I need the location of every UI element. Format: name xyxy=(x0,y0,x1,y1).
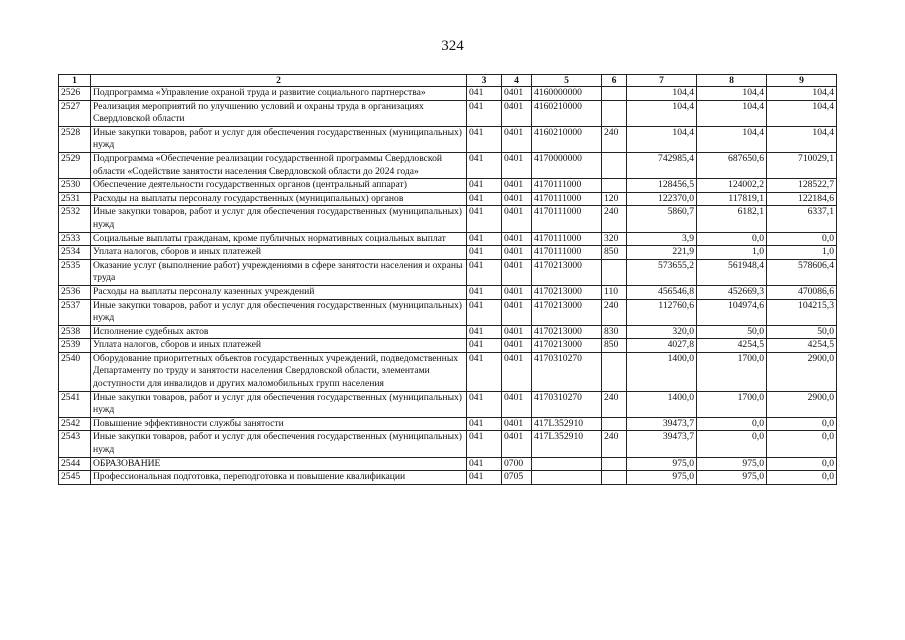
table-row xyxy=(59,299,837,325)
table-row xyxy=(59,192,837,206)
row-name: Иные закупки товаров, работ и услуг для обеспечения государственных (муниципальных) нужд xyxy=(91,431,467,457)
row-name: Расходы на выплаты персоналу государственных (муниципальных) органов xyxy=(91,192,467,206)
section-code: 0401 xyxy=(502,246,532,260)
amount-col-8: 452669,3 xyxy=(697,285,767,299)
column-header: 3 xyxy=(467,75,502,87)
amount-col-8: 117819,1 xyxy=(697,192,767,206)
target-article-code: 4170213000 xyxy=(532,325,602,339)
amount-col-8: 104,4 xyxy=(697,100,767,126)
expense-type-code xyxy=(602,417,627,431)
section-code: 0401 xyxy=(502,126,532,152)
amount-col-7: 975,0 xyxy=(627,457,697,471)
amount-col-8: 0,0 xyxy=(697,417,767,431)
amount-col-7: 320,0 xyxy=(627,325,697,339)
column-header: 9 xyxy=(767,75,837,87)
section-code: 0401 xyxy=(502,100,532,126)
section-code: 0401 xyxy=(502,179,532,193)
column-header: 1 xyxy=(59,75,91,87)
target-article-code: 4170213000 xyxy=(532,259,602,285)
table-row xyxy=(59,339,837,353)
amount-col-7: 112760,6 xyxy=(627,299,697,325)
amount-col-7: 39473,7 xyxy=(627,431,697,457)
target-article-code: 4160000000 xyxy=(532,87,602,101)
row-number: 2529 xyxy=(59,152,91,178)
amount-col-7: 104,4 xyxy=(627,100,697,126)
table-row xyxy=(59,152,837,178)
expense-type-code: 240 xyxy=(602,206,627,232)
amount-col-9: 122184,6 xyxy=(767,192,837,206)
row-number: 2539 xyxy=(59,339,91,353)
row-number: 2545 xyxy=(59,471,91,485)
amount-col-9: 6337,1 xyxy=(767,206,837,232)
target-article-code: 4170213000 xyxy=(532,339,602,353)
amount-col-8: 0,0 xyxy=(697,232,767,246)
amount-col-8: 975,0 xyxy=(697,457,767,471)
budget-table xyxy=(58,74,837,485)
ministry-code: 041 xyxy=(467,192,502,206)
amount-col-7: 4027,8 xyxy=(627,339,697,353)
row-name: Оборудование приоритетных объектов государственных учреждений, подведомственных Департаменту по труду и занятости населения Свердловской области, элементами доступности для инвалидов и других маломобильных групп населения xyxy=(91,352,467,391)
row-number: 2535 xyxy=(59,259,91,285)
amount-col-9: 0,0 xyxy=(767,457,837,471)
amount-col-9: 50,0 xyxy=(767,325,837,339)
target-article-code xyxy=(532,471,602,485)
ministry-code: 041 xyxy=(467,352,502,391)
row-number: 2530 xyxy=(59,179,91,193)
table-row xyxy=(59,325,837,339)
expense-type-code: 240 xyxy=(602,391,627,417)
ministry-code: 041 xyxy=(467,232,502,246)
row-name: Иные закупки товаров, работ и услуг для обеспечения государственных (муниципальных) нужд xyxy=(91,391,467,417)
expense-type-code: 110 xyxy=(602,285,627,299)
row-name: Уплата налогов, сборов и иных платежей xyxy=(91,339,467,353)
amount-col-7: 456546,8 xyxy=(627,285,697,299)
row-number: 2541 xyxy=(59,391,91,417)
column-header: 6 xyxy=(602,75,627,87)
table-row xyxy=(59,431,837,457)
table-row xyxy=(59,259,837,285)
amount-col-8: 0,0 xyxy=(697,431,767,457)
row-name: Иные закупки товаров, работ и услуг для обеспечения государственных (муниципальных) нужд xyxy=(91,206,467,232)
row-name: Профессиональная подготовка, переподготовка и повышение квалификации xyxy=(91,471,467,485)
table-row xyxy=(59,100,837,126)
amount-col-7: 975,0 xyxy=(627,471,697,485)
ministry-code: 041 xyxy=(467,206,502,232)
expense-type-code: 850 xyxy=(602,339,627,353)
amount-col-8: 4254,5 xyxy=(697,339,767,353)
row-name: Иные закупки товаров, работ и услуг для обеспечения государственных (муниципальных) нужд xyxy=(91,126,467,152)
row-name: Реализация мероприятий по улучшению условий и охраны труда в организациях Свердловской области xyxy=(91,100,467,126)
target-article-code: 4160210000 xyxy=(532,126,602,152)
table-row xyxy=(59,179,837,193)
amount-col-7: 742985,4 xyxy=(627,152,697,178)
amount-col-8: 124002,2 xyxy=(697,179,767,193)
column-header: 2 xyxy=(91,75,467,87)
expense-type-code xyxy=(602,457,627,471)
ministry-code: 041 xyxy=(467,87,502,101)
target-article-code: 4170111000 xyxy=(532,246,602,260)
amount-col-8: 687650,6 xyxy=(697,152,767,178)
section-code: 0401 xyxy=(502,192,532,206)
section-code: 0401 xyxy=(502,431,532,457)
row-number: 2532 xyxy=(59,206,91,232)
row-number: 2527 xyxy=(59,100,91,126)
row-name: ОБРАЗОВАНИЕ xyxy=(91,457,467,471)
amount-col-9: 128522,7 xyxy=(767,179,837,193)
target-article-code: 4170111000 xyxy=(532,232,602,246)
ministry-code: 041 xyxy=(467,100,502,126)
amount-col-7: 104,4 xyxy=(627,126,697,152)
ministry-code: 041 xyxy=(467,285,502,299)
table-row xyxy=(59,417,837,431)
expense-type-code: 120 xyxy=(602,192,627,206)
row-name: Оказание услуг (выполнение работ) учреждениями в сфере занятости населения и охраны труда xyxy=(91,259,467,285)
row-name: Социальные выплаты гражданам, кроме публичных нормативных социальных выплат xyxy=(91,232,467,246)
amount-col-8: 561948,4 xyxy=(697,259,767,285)
ministry-code: 041 xyxy=(467,417,502,431)
ministry-code: 041 xyxy=(467,126,502,152)
table-row xyxy=(59,471,837,485)
section-code: 0401 xyxy=(502,391,532,417)
section-code: 0401 xyxy=(502,352,532,391)
table-row xyxy=(59,232,837,246)
expense-type-code xyxy=(602,471,627,485)
amount-col-8: 104974,6 xyxy=(697,299,767,325)
section-code: 0401 xyxy=(502,87,532,101)
amount-col-9: 470086,6 xyxy=(767,285,837,299)
row-number: 2531 xyxy=(59,192,91,206)
amount-col-8: 6182,1 xyxy=(697,206,767,232)
ministry-code: 041 xyxy=(467,299,502,325)
table-row xyxy=(59,87,837,101)
section-code: 0401 xyxy=(502,339,532,353)
amount-col-9: 0,0 xyxy=(767,431,837,457)
row-name: Иные закупки товаров, работ и услуг для обеспечения государственных (муниципальных) нужд xyxy=(91,299,467,325)
expense-type-code: 850 xyxy=(602,246,627,260)
target-article-code: 417L352910 xyxy=(532,417,602,431)
column-header: 8 xyxy=(697,75,767,87)
row-name: Обеспечение деятельности государственных органов (центральный аппарат) xyxy=(91,179,467,193)
section-code: 0401 xyxy=(502,285,532,299)
ministry-code: 041 xyxy=(467,179,502,193)
row-number: 2543 xyxy=(59,431,91,457)
header-row xyxy=(59,75,837,87)
expense-type-code xyxy=(602,87,627,101)
ministry-code: 041 xyxy=(467,152,502,178)
row-number: 2542 xyxy=(59,417,91,431)
amount-col-7: 122370,0 xyxy=(627,192,697,206)
row-name: Расходы на выплаты персоналу казенных учреждений xyxy=(91,285,467,299)
amount-col-9: 4254,5 xyxy=(767,339,837,353)
table-row xyxy=(59,285,837,299)
section-code: 0401 xyxy=(502,152,532,178)
amount-col-7: 1400,0 xyxy=(627,352,697,391)
amount-col-9: 104,4 xyxy=(767,100,837,126)
amount-col-7: 104,4 xyxy=(627,87,697,101)
amount-col-8: 104,4 xyxy=(697,126,767,152)
amount-col-9: 578606,4 xyxy=(767,259,837,285)
amount-col-7: 3,9 xyxy=(627,232,697,246)
amount-col-9: 0,0 xyxy=(767,471,837,485)
target-article-code xyxy=(532,457,602,471)
amount-col-7: 573655,2 xyxy=(627,259,697,285)
row-number: 2534 xyxy=(59,246,91,260)
expense-type-code xyxy=(602,352,627,391)
row-name: Подпрограмма «Обеспечение реализации государственной программы Свердловской области «Содействие занятости населения Свердловской области до 2024 года» xyxy=(91,152,467,178)
amount-col-7: 128456,5 xyxy=(627,179,697,193)
section-code: 0401 xyxy=(502,259,532,285)
amount-col-9: 104,4 xyxy=(767,126,837,152)
amount-col-9: 104,4 xyxy=(767,87,837,101)
ministry-code: 041 xyxy=(467,431,502,457)
target-article-code: 4170213000 xyxy=(532,285,602,299)
expense-type-code: 830 xyxy=(602,325,627,339)
row-number: 2538 xyxy=(59,325,91,339)
row-name: Исполнение судебных актов xyxy=(91,325,467,339)
target-article-code: 4170111000 xyxy=(532,179,602,193)
section-code: 0700 xyxy=(502,457,532,471)
amount-col-8: 1700,0 xyxy=(697,391,767,417)
ministry-code: 041 xyxy=(467,259,502,285)
table-row xyxy=(59,206,837,232)
target-article-code: 4160210000 xyxy=(532,100,602,126)
amount-col-8: 50,0 xyxy=(697,325,767,339)
section-code: 0401 xyxy=(502,325,532,339)
expense-type-code: 240 xyxy=(602,431,627,457)
expense-type-code: 240 xyxy=(602,299,627,325)
amount-col-7: 39473,7 xyxy=(627,417,697,431)
target-article-code: 4170111000 xyxy=(532,192,602,206)
expense-type-code xyxy=(602,100,627,126)
amount-col-9: 710029,1 xyxy=(767,152,837,178)
target-article-code: 4170310270 xyxy=(532,352,602,391)
table-row xyxy=(59,126,837,152)
section-code: 0401 xyxy=(502,417,532,431)
amount-col-9: 104215,3 xyxy=(767,299,837,325)
row-number: 2536 xyxy=(59,285,91,299)
row-number: 2544 xyxy=(59,457,91,471)
section-code: 0401 xyxy=(502,206,532,232)
expense-type-code xyxy=(602,259,627,285)
amount-col-9: 2900,0 xyxy=(767,391,837,417)
target-article-code: 4170213000 xyxy=(532,299,602,325)
row-number: 2537 xyxy=(59,299,91,325)
ministry-code: 041 xyxy=(467,471,502,485)
table-row xyxy=(59,246,837,260)
row-number: 2526 xyxy=(59,87,91,101)
expense-type-code: 320 xyxy=(602,232,627,246)
page-number: 324 xyxy=(441,38,464,54)
amount-col-9: 2900,0 xyxy=(767,352,837,391)
column-header: 4 xyxy=(502,75,532,87)
amount-col-8: 104,4 xyxy=(697,87,767,101)
row-number: 2533 xyxy=(59,232,91,246)
target-article-code: 4170111000 xyxy=(532,206,602,232)
ministry-code: 041 xyxy=(467,325,502,339)
amount-col-9: 1,0 xyxy=(767,246,837,260)
section-code: 0401 xyxy=(502,299,532,325)
expense-type-code: 240 xyxy=(602,126,627,152)
row-name: Уплата налогов, сборов и иных платежей xyxy=(91,246,467,260)
row-name: Повышение эффективности службы занятости xyxy=(91,417,467,431)
section-code: 0401 xyxy=(502,232,532,246)
column-header: 5 xyxy=(532,75,602,87)
target-article-code: 417L352910 xyxy=(532,431,602,457)
table-row xyxy=(59,457,837,471)
amount-col-8: 975,0 xyxy=(697,471,767,485)
amount-col-7: 1400,0 xyxy=(627,391,697,417)
table-row xyxy=(59,391,837,417)
target-article-code: 4170000000 xyxy=(532,152,602,178)
ministry-code: 041 xyxy=(467,246,502,260)
row-number: 2540 xyxy=(59,352,91,391)
amount-col-7: 5860,7 xyxy=(627,206,697,232)
target-article-code: 4170310270 xyxy=(532,391,602,417)
expense-type-code xyxy=(602,179,627,193)
amount-col-7: 221,9 xyxy=(627,246,697,260)
row-name: Подпрограмма «Управление охраной труда и развитие социального партнерства» xyxy=(91,87,467,101)
amount-col-8: 1,0 xyxy=(697,246,767,260)
amount-col-9: 0,0 xyxy=(767,417,837,431)
amount-col-8: 1700,0 xyxy=(697,352,767,391)
column-header: 7 xyxy=(627,75,697,87)
row-number: 2528 xyxy=(59,126,91,152)
section-code: 0705 xyxy=(502,471,532,485)
table-row xyxy=(59,352,837,391)
ministry-code: 041 xyxy=(467,391,502,417)
amount-col-9: 0,0 xyxy=(767,232,837,246)
ministry-code: 041 xyxy=(467,339,502,353)
expense-type-code xyxy=(602,152,627,178)
ministry-code: 041 xyxy=(467,457,502,471)
